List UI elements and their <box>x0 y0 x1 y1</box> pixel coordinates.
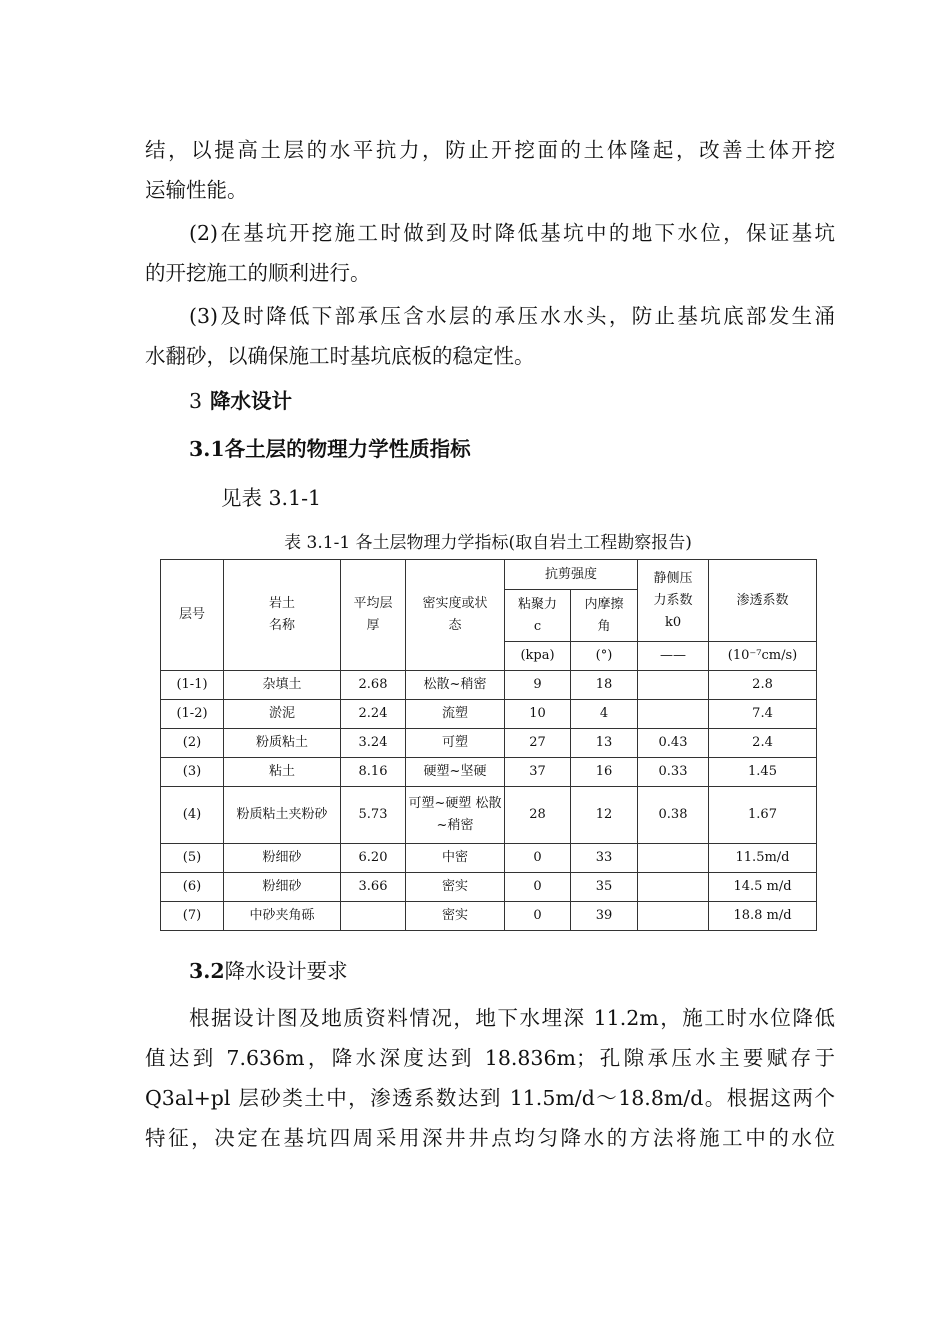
unit-friction: (°) <box>571 642 638 671</box>
text-line: 结，以提高土层的水平抗力，防止开挖面的土体隆起，改善土体开挖 <box>145 138 835 162</box>
intro-paragraph <box>145 130 835 210</box>
header-cohesion: 粘聚力 c <box>505 590 571 642</box>
cell-layer: (5) <box>161 844 224 873</box>
section-number: 3.1 <box>189 437 225 461</box>
text-line: Q3al+pl 层砂类土中，渗透系数达到 11.5m/d～18.8m/d。根据这两个 <box>145 1086 835 1110</box>
cell-state: 硬塑~坚硬 <box>406 758 505 787</box>
header-shear-strength: 抗剪强度 <box>505 560 638 590</box>
table-caption: 表 3.1-1 各土层物理力学指标(取自岩土工程勘察报告) <box>284 533 692 553</box>
text-line: 根据设计图及地质资料情况，地下水埋深 11.2m，施工时水位降低 <box>189 1006 835 1030</box>
text-line: 的开挖施工的顺利进行。 <box>145 261 371 285</box>
cell-layer: (1-1) <box>161 671 224 700</box>
cell-cohesion: 0 <box>505 902 571 931</box>
unit-cohesion: (kpa) <box>505 642 571 671</box>
cell-name: 粘土 <box>224 758 341 787</box>
table-row <box>161 873 817 902</box>
cell-friction: 4 <box>571 700 638 729</box>
cell-cohesion: 28 <box>505 787 571 844</box>
text-line: 运输性能。 <box>145 178 248 202</box>
cell-name: 粉质粘土 <box>224 729 341 758</box>
table-row <box>161 787 817 844</box>
text-line: (2)在基坑开挖施工时做到及时降低基坑中的地下水位，保证基坑 <box>189 221 835 245</box>
header-friction-angle: 内摩擦 角 <box>571 590 638 642</box>
cell-thickness: 3.24 <box>341 729 406 758</box>
cell-k0: 0.33 <box>638 758 709 787</box>
cell-permeability: 1.67 <box>709 787 817 844</box>
cell-state: 密实 <box>406 873 505 902</box>
section-number: 3.2 <box>189 959 225 983</box>
cell-name: 杂填土 <box>224 671 341 700</box>
cell-thickness: 6.20 <box>341 844 406 873</box>
purpose-item-3 <box>145 296 835 376</box>
cell-friction: 33 <box>571 844 638 873</box>
unit-permeability: (10⁻⁷cm/s) <box>709 642 817 671</box>
cell-layer: (4) <box>161 787 224 844</box>
text-line: 水翻砂，以确保施工时基坑底板的稳定性。 <box>145 344 535 368</box>
section-title: 降水设计 <box>210 389 293 413</box>
table-row <box>161 671 817 700</box>
text-line: 值达到 7.636m，降水深度达到 18.836m；孔隙承压水主要赋存于 <box>145 1046 835 1070</box>
table-row <box>161 902 817 931</box>
cell-thickness <box>341 902 406 931</box>
cell-cohesion: 0 <box>505 873 571 902</box>
cell-thickness: 3.66 <box>341 873 406 902</box>
cell-thickness: 8.16 <box>341 758 406 787</box>
see-table-reference <box>221 478 621 518</box>
header-lateral-coefficient: 静侧压 力系数 k0 <box>638 560 709 642</box>
cell-permeability: 1.45 <box>709 758 817 787</box>
cell-friction: 18 <box>571 671 638 700</box>
cell-state: 流塑 <box>406 700 505 729</box>
cell-friction: 39 <box>571 902 638 931</box>
table-row <box>161 729 817 758</box>
cell-name: 淤泥 <box>224 700 341 729</box>
section-3-2-heading <box>189 954 348 984</box>
cell-cohesion: 37 <box>505 758 571 787</box>
cell-state: 可塑 <box>406 729 505 758</box>
header-density-state: 密实度或状 态 <box>406 560 505 671</box>
section-title: 各土层的物理力学性质指标 <box>224 437 471 461</box>
section-3-heading <box>189 384 292 414</box>
final-paragraph <box>145 998 835 1158</box>
cell-k0 <box>638 844 709 873</box>
table-row <box>161 758 817 787</box>
table-row <box>161 700 817 729</box>
cell-layer: (2) <box>161 729 224 758</box>
cell-friction: 13 <box>571 729 638 758</box>
cell-cohesion: 0 <box>505 844 571 873</box>
table-row <box>161 844 817 873</box>
text-line: 见表 3.1-1 <box>221 486 322 510</box>
cell-layer: (1-2) <box>161 700 224 729</box>
cell-friction: 16 <box>571 758 638 787</box>
cell-thickness: 5.73 <box>341 787 406 844</box>
cell-permeability: 11.5m/d <box>709 844 817 873</box>
cell-thickness: 2.68 <box>341 671 406 700</box>
cell-name: 粉细砂 <box>224 844 341 873</box>
soil-properties-table <box>160 559 817 931</box>
cell-state: 中密 <box>406 844 505 873</box>
cell-state: 密实 <box>406 902 505 931</box>
cell-name: 中砂夹角砾 <box>224 902 341 931</box>
purpose-item-2 <box>145 213 835 293</box>
text-line: 特征，决定在基坑四周采用深井井点均匀降水的方法将施工中的水位 <box>145 1126 835 1150</box>
cell-friction: 12 <box>571 787 638 844</box>
header-permeability: 渗透系数 <box>709 560 817 642</box>
header-soil-name: 岩土 名称 <box>224 560 341 671</box>
table-header-row <box>161 560 817 590</box>
cell-k0 <box>638 873 709 902</box>
cell-permeability: 2.8 <box>709 671 817 700</box>
cell-layer: (3) <box>161 758 224 787</box>
cell-name: 粉质粘土夹粉砂 <box>224 787 341 844</box>
cell-permeability: 2.4 <box>709 729 817 758</box>
text-line: (3)及时降低下部承压含水层的承压水水头，防止基坑底部发生涌 <box>189 304 835 328</box>
cell-k0 <box>638 902 709 931</box>
section-title: 降水设计要求 <box>224 959 348 983</box>
cell-permeability: 14.5 m/d <box>709 873 817 902</box>
cell-k0: 0.43 <box>638 729 709 758</box>
section-3-1-heading <box>189 432 471 462</box>
cell-cohesion: 27 <box>505 729 571 758</box>
cell-thickness: 2.24 <box>341 700 406 729</box>
cell-k0 <box>638 700 709 729</box>
cell-layer: (7) <box>161 902 224 931</box>
section-number: 3 <box>189 389 203 413</box>
cell-cohesion: 10 <box>505 700 571 729</box>
cell-k0 <box>638 671 709 700</box>
header-layer-no: 层号 <box>161 560 224 671</box>
cell-permeability: 18.8 m/d <box>709 902 817 931</box>
cell-friction: 35 <box>571 873 638 902</box>
cell-k0: 0.38 <box>638 787 709 844</box>
cell-name: 粉细砂 <box>224 873 341 902</box>
unit-lateral: —— <box>638 642 709 671</box>
cell-state: 松散~稍密 <box>406 671 505 700</box>
cell-layer: (6) <box>161 873 224 902</box>
header-avg-thickness: 平均层 厚 <box>341 560 406 671</box>
cell-permeability: 7.4 <box>709 700 817 729</box>
cell-cohesion: 9 <box>505 671 571 700</box>
cell-state: 可塑~硬塑 松散~稍密 <box>406 787 505 844</box>
